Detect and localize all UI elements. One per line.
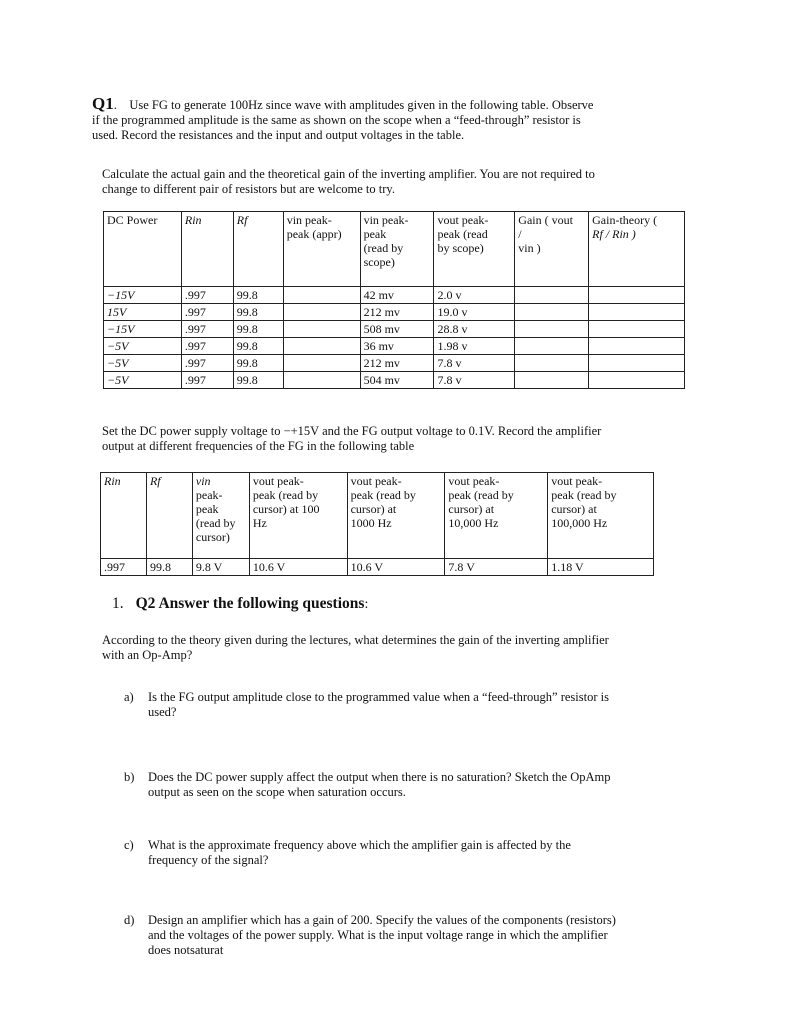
t2-header-rin: Rin [101, 473, 147, 559]
cell-dc: −5V [104, 372, 182, 389]
header-dc-power: DC Power [104, 212, 182, 287]
cell-rf: 99.8 [233, 372, 283, 389]
q1-intro [92, 96, 692, 143]
item-line3: does notsaturat [148, 943, 224, 957]
cell-gain-theory [589, 321, 685, 338]
q2-colon: : [364, 597, 369, 612]
t2-header-vout100-l3: cursor) at 100 [252, 502, 320, 516]
cell-vin-appr [283, 304, 360, 321]
t2-header-vout100-l4: Hz [252, 516, 267, 530]
table-row [104, 304, 685, 321]
item-line2: output as seen on the scope when saturation occurs. [148, 785, 406, 799]
t2-header-vin-l3: peak [195, 502, 219, 516]
q1-intro-line3: used. Record the resistances and the input and output voltages in the table. [92, 128, 465, 142]
t2-header-rf: Rf [146, 473, 192, 559]
item-letter: d) [124, 913, 135, 927]
t2-header-vout1000-l3: cursor) at [350, 502, 397, 516]
t2-header-vin-l5: cursor) [195, 530, 230, 544]
cell-vin-scope: 212 mv [360, 304, 434, 321]
cell-vout: 7.8 v [434, 355, 515, 372]
item-line1: Is the FG output amplitude close to the programmed value when a “feed-through” resistor is [148, 690, 609, 704]
t2-cell-v100: 10.6 V [249, 559, 347, 576]
table2-header-row [101, 473, 654, 559]
cell-vin-scope: 212 mv [360, 355, 434, 372]
cell-gain [515, 321, 589, 338]
item-letter: a) [124, 690, 134, 704]
table-row [104, 287, 685, 304]
list-item [124, 913, 684, 958]
table-row [104, 321, 685, 338]
cell-gain-theory [589, 355, 685, 372]
cell-rin: .997 [181, 372, 233, 389]
cell-dc: −5V [104, 355, 182, 372]
header-vin-scope-l2: peak [363, 227, 387, 241]
header-gain-l2: / [518, 227, 522, 241]
set-line2: output at different frequencies of the FG in the following table [102, 439, 415, 453]
header-vout-scope-l2: peak (read [437, 227, 488, 241]
table-row [104, 355, 685, 372]
t2-header-vout10000-l1: vout peak- [448, 474, 500, 488]
header-vin-scope-l1: vin peak- [363, 213, 409, 227]
t2-cell-v100000: 1.18 V [548, 559, 654, 576]
header-vin-appr [283, 212, 360, 287]
cell-vin-appr [283, 321, 360, 338]
t2-header-vin-l2: peak- [195, 488, 223, 502]
q1-label: Q1 [92, 94, 114, 113]
header-vout-scope [434, 212, 515, 287]
q2-title: Q2 Answer the following questions [135, 595, 365, 612]
item-letter: b) [124, 770, 135, 784]
list-item [124, 838, 684, 868]
t2-header-vout10000-l4: 10,000 Hz [448, 516, 499, 530]
cell-rin: .997 [181, 321, 233, 338]
cell-vout: 1.98 v [434, 338, 515, 355]
theory-line1: According to the theory given during the lectures, what determines the gain of the inverting amplifier [102, 633, 609, 647]
set-line1: Set the DC power supply voltage to −+15V and the FG output voltage to 0.1V. Record the amplifier [102, 424, 602, 438]
cell-gain-theory [589, 304, 685, 321]
header-vin-scope [360, 212, 434, 287]
t2-header-vout100000-l2: peak (read by [551, 488, 617, 502]
t2-header-vout100-l2: peak (read by [252, 488, 319, 502]
cell-gain-theory [589, 287, 685, 304]
cell-vin-scope: 504 mv [360, 372, 434, 389]
header-vout-scope-l3: by scope) [437, 241, 484, 255]
cell-rin: .997 [181, 304, 233, 321]
t2-header-vin-l1: vin [195, 474, 211, 488]
q1-intro-line1: Use FG to generate 100Hz since wave with amplitudes given in the following table. Observe [129, 98, 594, 112]
cell-vout: 28.8 v [434, 321, 515, 338]
t2-cell-rin: .997 [101, 559, 147, 576]
t2-header-vin-l4: (read by [195, 516, 236, 530]
cell-vin-scope: 42 mv [360, 287, 434, 304]
cell-rin: .997 [181, 338, 233, 355]
item-line2: and the voltages of the power supply. What is the input voltage range in which the amplifier [148, 928, 608, 942]
cell-dc: −15V [104, 321, 182, 338]
cell-dc: −15V [104, 287, 182, 304]
cell-rin: .997 [181, 355, 233, 372]
t2-header-vout1000-l2: peak (read by [350, 488, 416, 502]
t2-header-vout1000-l4: 1000 Hz [350, 516, 392, 530]
cell-dc: 15V [104, 304, 182, 321]
cell-gain [515, 372, 589, 389]
t2-header-vout10000-l3: cursor) at [448, 502, 495, 516]
header-vin-appr-l1: vin peak- [286, 213, 332, 227]
header-vin-scope-l4: scope) [363, 255, 395, 269]
header-gain-theory [589, 212, 685, 287]
cell-vin-appr [283, 338, 360, 355]
t2-cell-vin: 9.8 V [192, 559, 249, 576]
item-line1: Design an amplifier which has a gain of 200. Specify the values of the components (resistors) [148, 913, 616, 927]
cell-rin: .997 [181, 287, 233, 304]
header-vin-appr-l2: peak (appr) [286, 227, 342, 241]
header-gain-theory-l1: Gain-theory ( [592, 213, 658, 227]
header-vin-scope-l3: (read by [363, 241, 404, 255]
cell-gain [515, 338, 589, 355]
frequency-table [100, 472, 654, 576]
item-line2: used? [148, 705, 177, 719]
cell-vin-appr [283, 372, 360, 389]
cell-rf: 99.8 [233, 321, 283, 338]
cell-vin-scope: 36 mv [360, 338, 434, 355]
cell-gain-theory [589, 372, 685, 389]
t2-header-vout1000-l1: vout peak- [350, 474, 402, 488]
q2-heading [112, 595, 368, 613]
t2-header-vout1000 [347, 473, 445, 559]
cell-rf: 99.8 [233, 304, 283, 321]
q1-intro-line2: if the programmed amplitude is the same as shown on the scope when a “feed-through” resistor is [92, 113, 581, 127]
header-gain-theory-l2: Rf / Rin ) [592, 227, 636, 241]
cell-dc: −5V [104, 338, 182, 355]
cell-rf: 99.8 [233, 355, 283, 372]
t2-header-vin [192, 473, 249, 559]
cell-gain [515, 304, 589, 321]
t2-cell-rf: 99.8 [146, 559, 192, 576]
set-dc-instructions [102, 424, 702, 454]
cell-vout: 7.8 v [434, 372, 515, 389]
item-line1: Does the DC power supply affect the output when there is no saturation? Sketch the OpAmp [148, 770, 611, 784]
calc-line1: Calculate the actual gain and the theoretical gain of the inverting amplifier. You are not required to [102, 167, 595, 181]
t2-header-vout10000 [445, 473, 548, 559]
table1-header-row [104, 212, 685, 287]
table-row [104, 338, 685, 355]
header-rf: Rf [233, 212, 283, 287]
cell-vin-appr [283, 287, 360, 304]
q2-theory-question [102, 633, 702, 663]
list-item [124, 690, 684, 720]
t2-header-vout100000 [548, 473, 654, 559]
table-row [104, 372, 685, 389]
t2-header-vout100-l1: vout peak- [252, 474, 304, 488]
cell-rf: 99.8 [233, 287, 283, 304]
list-item [124, 770, 684, 800]
t2-header-vout100000-l1: vout peak- [551, 474, 603, 488]
cell-vin-appr [283, 355, 360, 372]
header-gain-l1: Gain ( vout [518, 213, 573, 227]
header-vout-scope-l1: vout peak- [437, 213, 489, 227]
cell-gain [515, 287, 589, 304]
t2-header-vout100 [249, 473, 347, 559]
header-rin: Rin [181, 212, 233, 287]
t2-cell-v10000: 7.8 V [445, 559, 548, 576]
cell-gain [515, 355, 589, 372]
cell-vin-scope: 508 mv [360, 321, 434, 338]
header-gain-l3: vin ) [518, 241, 541, 255]
cell-gain-theory [589, 338, 685, 355]
theory-line2: with an Op-Amp? [102, 648, 193, 662]
cell-vout: 2.0 v [434, 287, 515, 304]
calc-instructions [102, 167, 702, 197]
item-line1: What is the approximate frequency above which the amplifier gain is affected by the [148, 838, 571, 852]
cell-vout: 19.0 v [434, 304, 515, 321]
t2-cell-v1000: 10.6 V [347, 559, 445, 576]
q2-number: 1. [112, 595, 124, 612]
item-letter: c) [124, 838, 134, 852]
t2-header-vout10000-l2: peak (read by [448, 488, 514, 502]
t2-header-vout100000-l4: 100,000 Hz [551, 516, 608, 530]
header-gain [515, 212, 589, 287]
results-table-1 [103, 211, 685, 389]
table-row [101, 559, 654, 576]
cell-rf: 99.8 [233, 338, 283, 355]
item-line2: frequency of the signal? [148, 853, 269, 867]
t2-header-vout100000-l3: cursor) at [551, 502, 597, 516]
calc-line2: change to different pair of resistors but are welcome to try. [102, 182, 395, 196]
q1-dot: . [113, 98, 117, 112]
